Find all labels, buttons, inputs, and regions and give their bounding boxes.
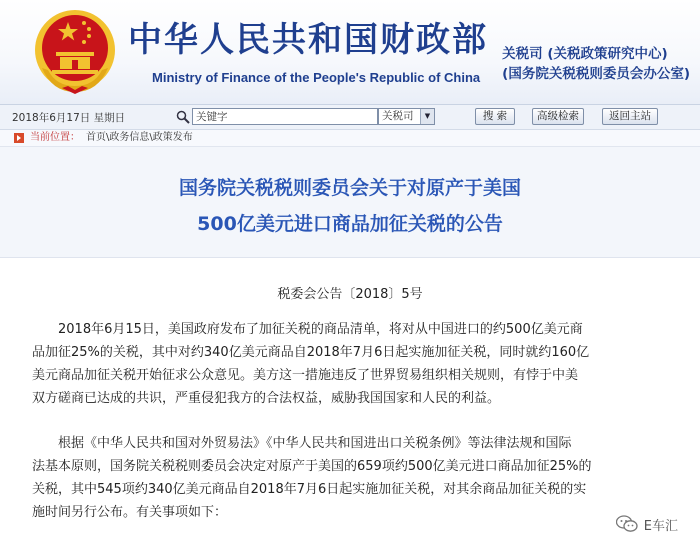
wechat-icon — [616, 515, 638, 533]
article-title-box — [0, 147, 700, 258]
paragraph-line: 品加征25%的关税，其中对约340亿美元商品自2018年7月6日起实施加征关税，同时就约160亿 — [32, 345, 590, 360]
article-paragraph-2 — [32, 432, 672, 524]
search-button[interactable]: 搜 索 — [475, 108, 515, 125]
search-scope-select[interactable] — [378, 108, 435, 125]
breadcrumb — [0, 130, 700, 147]
search-input[interactable] — [192, 108, 378, 125]
return-home-button[interactable]: 返回主站 — [602, 108, 658, 125]
department-line-2: (国务院关税税则委员会办公室) — [502, 66, 690, 82]
current-date: 2018年6月17日 星期日 — [12, 112, 126, 124]
article-title-line-2: 500亿美元进口商品加征关税的公告 — [197, 213, 503, 235]
header-banner — [0, 0, 700, 105]
advanced-search-button[interactable]: 高级检索 — [532, 108, 584, 125]
breadcrumb-label: 当前位置： — [30, 132, 80, 143]
article-title-line-1: 国务院关税税则委员会关于对原产于美国 — [178, 177, 521, 199]
article-paragraph-1 — [32, 318, 672, 410]
department-name — [502, 44, 690, 84]
location-arrow-icon — [14, 133, 24, 143]
paragraph-line: 法基本原则，国务院关税税则委员会决定对原产于美国的659项约500亿美元进口商品加征25%的 — [32, 459, 592, 474]
paragraph-line: 施时间另行公布。有关事项如下： — [32, 505, 228, 520]
search-scope-value: 关税司 — [382, 110, 414, 122]
watermark-text: E车汇 — [643, 518, 678, 534]
paragraph-line: 根据《中华人民共和国对外贸易法》《中华人民共和国进出口关税条例》等法律法规和国际 — [58, 436, 572, 451]
paragraph-line: 关税，其中545项约340亿美元商品自2018年7月6日起实施加征关税，对其余商品加征关税的实 — [32, 482, 587, 497]
paragraph-line: 2018年6月15日，美国政府发布了加征关税的商品清单，将对从中国进口的约500亿美元商 — [58, 322, 583, 337]
paragraph-line: 双方磋商已达成的共识，严重侵犯我方的合法权益，威胁我国国家和人民的利益。 — [32, 391, 501, 406]
paragraph-line: 美元商品加征关税开始征求公众意见。美方这一措施违反了世界贸易组织相关规则，有悖于中美 — [32, 368, 579, 383]
toolbar — [0, 105, 700, 130]
watermark — [616, 514, 678, 534]
department-line-1: 关税司 (关税政策研究中心) — [502, 46, 668, 62]
site-title-english: Ministry of Finance of the People's Republic of China — [152, 70, 481, 85]
breadcrumb-path[interactable]: 首页\政务信息\政策发布 — [86, 132, 193, 143]
search-icon — [176, 110, 190, 124]
document-number: 税委会公告〔2018〕5号 — [277, 287, 423, 302]
chevron-down-icon: ▼ — [420, 109, 434, 124]
national-emblem-icon — [32, 8, 118, 96]
site-title: 中华人民共和国财政部 — [128, 20, 488, 60]
